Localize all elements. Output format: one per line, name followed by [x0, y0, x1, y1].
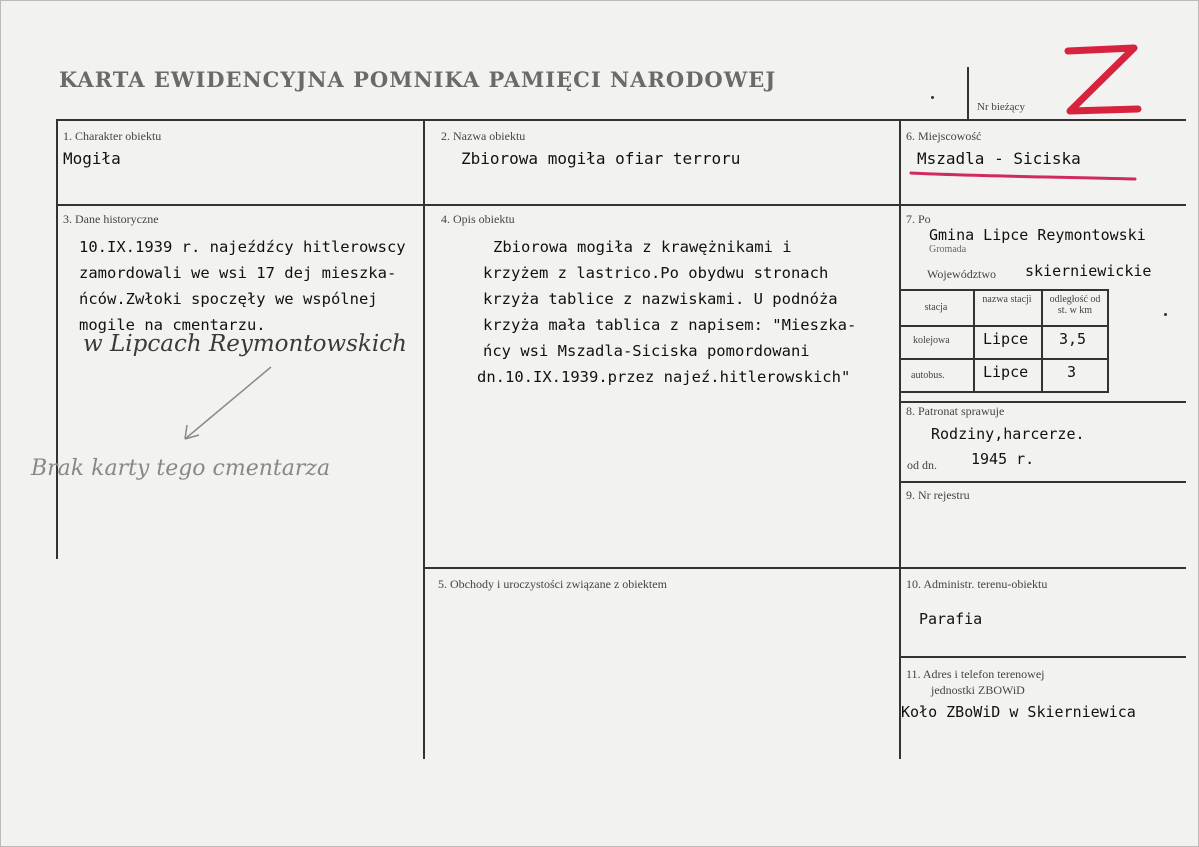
table-row-name: Lipce [983, 330, 1029, 348]
field6-label: 6. Miejscowość [906, 129, 982, 143]
pink-underline [909, 167, 1139, 183]
table-row-name: Lipce [983, 363, 1029, 381]
field1-label: 1. Charakter obiektu [63, 129, 162, 143]
table-col3 [1041, 289, 1043, 391]
field3-text [79, 234, 406, 338]
grid-col3 [899, 119, 901, 759]
field7-woj-label: Województwo [927, 267, 997, 281]
ink-dot [1164, 313, 1167, 316]
table-right [1107, 289, 1109, 391]
grid-top [56, 119, 1186, 121]
grid-field8-top [899, 401, 1186, 403]
field11-label-line1: 11. Adres i telefon terenowej [906, 667, 1045, 681]
field6-value: Mszadla - Siciska [917, 149, 1081, 168]
field8-value: Rodziny,harcerze. [931, 425, 1085, 443]
table-row-dist: 3,5 [1059, 330, 1087, 348]
nr-label: Nr bieżący [977, 101, 1025, 113]
field2-value: Zbiorowa mogiła ofiar terroru [461, 149, 741, 168]
field7-gromada-label: Gromada [929, 244, 967, 255]
table-row1-bottom [899, 358, 1109, 360]
field3-label: 3. Dane historyczne [63, 212, 159, 226]
grid-field9-top [899, 481, 1186, 483]
pencil-arrow [171, 361, 281, 451]
red-z-mark [1056, 41, 1146, 121]
field4-line: Zbiorowa mogiła z krawężnikami i [493, 238, 792, 256]
field3-line: zamordowali we wsi 17 dej mieszka- [79, 264, 397, 282]
table-bottom [899, 391, 1109, 393]
handwritten-note: w Lipcach Reymontowskich [83, 331, 407, 357]
grid-row1-bottom [56, 204, 1186, 206]
field3-line: ńców.Zwłoki spoczęły we wspólnej [79, 290, 378, 308]
nr-box-left-border [967, 67, 969, 119]
field7-woj-value: skierniewickie [1025, 262, 1152, 280]
table-header-bottom [899, 325, 1109, 327]
field4-line: dn.10.IX.1939.przez najeź.hitlerowskich" [477, 368, 851, 386]
field5-label: 5. Obchody i uroczystości związane z obiektem [438, 577, 667, 591]
field4-line: krzyża mała tablica z napisem: "Mieszka- [483, 316, 857, 334]
grid-row5-top [423, 567, 1186, 569]
field8-since-value: 1945 r. [971, 450, 1035, 468]
field10-label: 10. Administr. terenu-obiektu [906, 577, 1048, 591]
grid-col2 [423, 119, 425, 759]
field7-gmina: Gmina Lipce Reymontowski [929, 226, 1146, 244]
field4-line: krzyżem z lastrico.Po obydwu stronach [483, 264, 829, 282]
field8-label: 8. Patronat sprawuje [906, 404, 1005, 418]
field2-label: 2. Nazwa obiektu [441, 129, 526, 143]
field1-value: Mogiła [63, 149, 121, 168]
ink-dot [931, 96, 934, 99]
table-row-kind: autobus. [911, 370, 945, 381]
field10-value: Parafia [919, 610, 983, 628]
table-col2 [973, 289, 975, 391]
grid-left [56, 119, 58, 559]
field3-line: 10.IX.1939 r. najeźdźcy hitlerowscy [79, 238, 406, 256]
card-title: KARTA EWIDENCYJNA POMNIKA PAMIĘCI NARODOWEJ [59, 67, 777, 92]
table-header-stacja: stacja [924, 302, 948, 313]
field7-label: 7. Po [906, 212, 931, 226]
field4-label: 4. Opis obiektu [441, 212, 515, 226]
table-top [899, 289, 1109, 291]
table-header-odleglosc: odległość od st. w km [1049, 294, 1101, 316]
field11-label-line2: jednostki ZBOWiD [931, 683, 1025, 697]
grid-field11-top [899, 656, 1186, 658]
table-row-kind: kolejowa [913, 335, 950, 346]
field3-line: mogile na cmentarzu. [79, 316, 266, 334]
table-row-dist: 3 [1067, 363, 1077, 381]
field8-since-label: od dn. [907, 458, 937, 472]
field4-line: krzyża tablice z nazwiskami. U podnóża [483, 290, 838, 308]
field4-text [477, 234, 857, 390]
pencil-note: Brak karty tego cmentarza [31, 456, 331, 481]
field9-label: 9. Nr rejestru [906, 488, 970, 502]
field4-line: ńcy wsi Mszadla-Siciska pomordowani [483, 342, 810, 360]
field11-value: Koło ZBoWiD w Skierniewica [901, 703, 1136, 721]
table-header-nazwa: nazwa stacji [982, 294, 1032, 305]
